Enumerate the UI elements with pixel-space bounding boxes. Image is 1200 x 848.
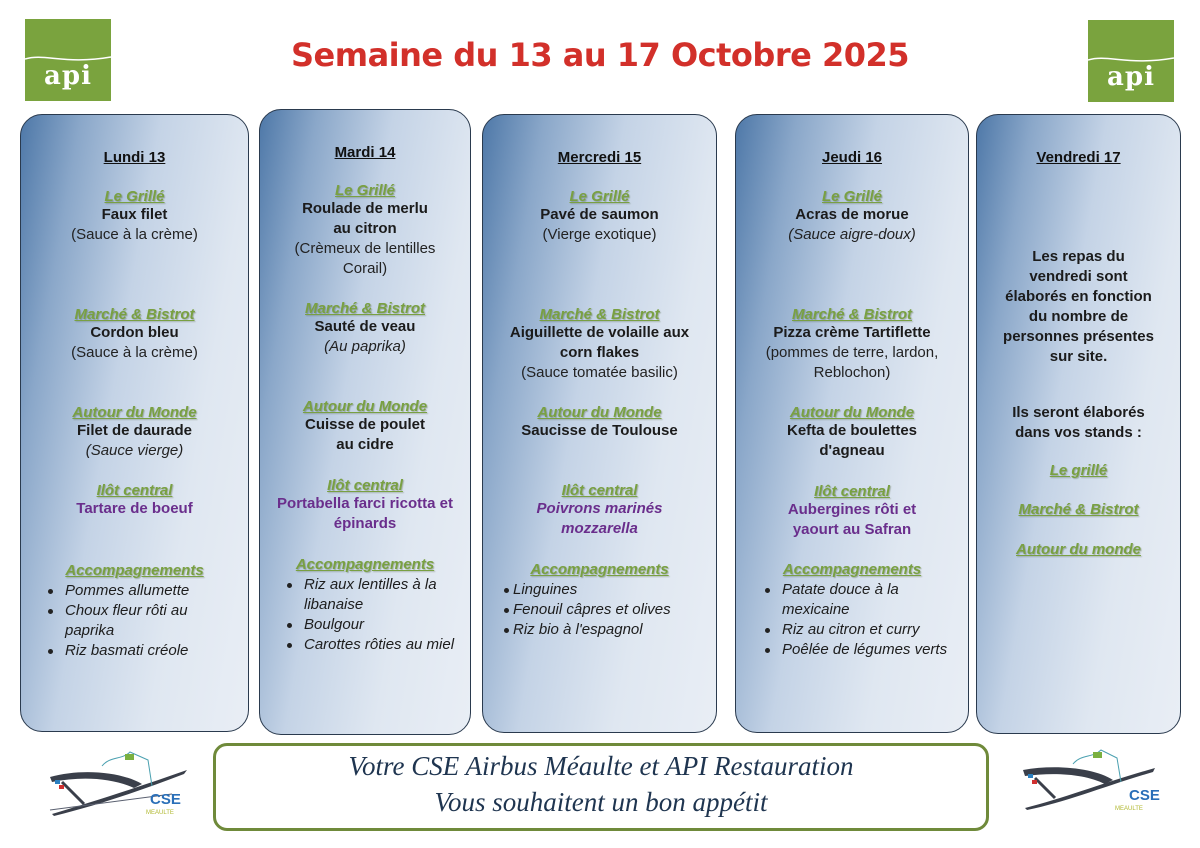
dish-note: (Sauce vierge)	[85, 442, 184, 459]
day-card-mercredi	[482, 114, 717, 733]
cse-meaulte-logo-left	[22, 742, 192, 822]
stand-label: Autour du monde	[1016, 541, 1141, 558]
svg-text:CSE: CSE	[1129, 787, 1160, 804]
station-label: Autour du Monde	[302, 398, 428, 415]
day-title: Jeudi 16	[821, 149, 883, 166]
dish: au citron	[333, 220, 397, 237]
friday-info: sur site.	[1049, 348, 1108, 365]
dish: Filet de daurade	[76, 422, 193, 439]
dish-note: (pommes de terre, lardon,	[765, 344, 939, 361]
friday-info: Les repas du	[1032, 248, 1125, 265]
sides-list	[501, 580, 712, 640]
dish: Kefta de boulettes	[786, 422, 918, 439]
day-title: Lundi 13	[103, 149, 166, 166]
dish: Portabella farci ricotta et	[277, 495, 453, 512]
dish: corn flakes	[559, 344, 640, 361]
dish-note: Corail)	[342, 260, 388, 277]
dish: Aubergines rôti et	[787, 501, 917, 518]
footer-line-2: Vous souhaitent un bon appétit	[434, 787, 768, 817]
side-item: Riz au citron et curry	[762, 620, 962, 640]
friday-info: Ils seront élaborés	[1012, 404, 1145, 421]
dish: Pavé de saumon	[540, 206, 659, 223]
friday-info: personnes présentes	[1003, 328, 1154, 345]
side-item: Choux fleur rôti au paprika	[45, 601, 240, 641]
page-title: Semaine du 13 au 17 Octobre 2025	[290, 36, 909, 74]
dish: épinards	[333, 515, 397, 532]
station-label: Autour du Monde	[789, 404, 915, 421]
dish-note: (Vierge exotique)	[542, 226, 657, 243]
station-label: Autour du Monde	[72, 404, 197, 421]
side-item: Linguines	[501, 580, 712, 600]
api-logo-text: api	[1107, 62, 1155, 92]
dish: Roulade de merlu	[302, 200, 428, 217]
sides-list	[284, 575, 464, 655]
station-label: Accompagnements	[65, 562, 204, 579]
station-label: Marché & Bistrot	[74, 306, 195, 323]
day-title: Vendredi 17	[1036, 149, 1121, 166]
dish: Sauté de veau	[314, 318, 416, 335]
station-label: Marché & Bistrot	[304, 300, 426, 317]
france-map-icon	[1093, 752, 1102, 758]
station-label: Ilôt central	[814, 483, 890, 500]
dish-note: (Crèmeux de lentilles	[294, 240, 436, 257]
station-label: Marché & Bistrot	[539, 306, 660, 323]
side-item: Riz basmati créole	[45, 641, 240, 661]
station-label: Le Grillé	[821, 188, 883, 205]
logo-wave-icon	[25, 53, 111, 67]
side-item: Riz bio à l'espagnol	[501, 620, 712, 640]
dish: Tartare de boeuf	[76, 500, 193, 517]
api-logo-text: api	[44, 61, 92, 91]
dish-note: (Au paprika)	[324, 338, 406, 355]
dish: Aiguillette de volaille aux	[509, 324, 690, 341]
side-item: Poêlée de légumes verts	[762, 640, 962, 660]
day-title: Mercredi 15	[557, 149, 642, 166]
sides-list	[762, 580, 962, 660]
station-label: Le Grillé	[569, 188, 630, 205]
dish: au cidre	[336, 436, 394, 453]
dish: Saucisse de Toulouse	[521, 422, 678, 439]
side-item: Fenouil câpres et olives	[501, 600, 712, 620]
cse-meaulte-logo-right	[1005, 742, 1175, 822]
dish: yaourt au Safran	[792, 521, 912, 538]
day-card-vendredi	[976, 114, 1181, 734]
day-card-jeudi	[735, 114, 969, 733]
footer-line-1: Votre CSE Airbus Méaulte et API Restauration	[348, 751, 854, 781]
side-item: Carottes rôties au miel	[284, 635, 464, 655]
dish: Cuisse de poulet	[304, 416, 426, 433]
dish: Faux filet	[101, 206, 168, 223]
footer-message-box	[213, 743, 989, 831]
api-logo-left	[25, 19, 111, 101]
dish-note: (Sauce aigre-doux)	[788, 226, 916, 243]
svg-text:MEAULTE: MEAULTE	[1115, 806, 1143, 812]
dish-note: (Sauce à la crème)	[71, 226, 198, 243]
friday-info: élaborés en fonction	[1005, 288, 1152, 305]
side-item: Boulgour	[284, 615, 464, 635]
svg-text:CSE: CSE	[150, 791, 181, 808]
station-label: Ilôt central	[327, 477, 403, 494]
station-label: Marché & Bistrot	[791, 306, 913, 323]
svg-text:MEAULTE: MEAULTE	[146, 810, 174, 816]
dish: Acras de morue	[795, 206, 909, 223]
stand-label: Marché & Bistrot	[1018, 501, 1139, 518]
station-label: Le Grillé	[104, 188, 165, 205]
dish-note: Reblochon)	[813, 364, 891, 381]
api-logo-right	[1088, 20, 1174, 102]
friday-info: du nombre de	[1028, 308, 1129, 325]
day-title: Mardi 14	[334, 144, 396, 161]
station-label: Le Grillé	[334, 182, 396, 199]
friday-info: dans vos stands :	[1015, 424, 1142, 441]
side-item: Pommes allumette	[45, 581, 240, 601]
station-label: Accompagnements	[782, 561, 922, 578]
side-item: Riz aux lentilles à la libanaise	[284, 575, 464, 615]
dish: d'agneau	[819, 442, 885, 459]
france-map-icon	[125, 754, 134, 760]
station-label: Accompagnements	[295, 556, 435, 573]
stand-label: Le grillé	[1049, 462, 1108, 479]
day-card-lundi	[20, 114, 249, 732]
friday-info: vendredi sont	[1029, 268, 1128, 285]
dish-note: (Sauce à la crème)	[71, 344, 198, 361]
station-label: Accompagnements	[530, 561, 669, 578]
day-card-mardi	[259, 109, 471, 735]
dish-note: (Sauce tomatée basilic)	[521, 364, 678, 381]
logo-wave-icon	[1088, 54, 1174, 68]
sides-list	[45, 581, 240, 661]
side-item: Patate douce à la mexicaine	[762, 580, 962, 620]
dish: Pizza crème Tartiflette	[773, 324, 931, 341]
station-label: Ilôt central	[561, 482, 638, 499]
dish: Poivrons marinés	[536, 500, 663, 517]
dish: Cordon bleu	[90, 324, 179, 341]
station-label: Ilôt central	[96, 482, 173, 499]
station-label: Autour du Monde	[537, 404, 662, 421]
dish: mozzarella	[561, 520, 638, 537]
